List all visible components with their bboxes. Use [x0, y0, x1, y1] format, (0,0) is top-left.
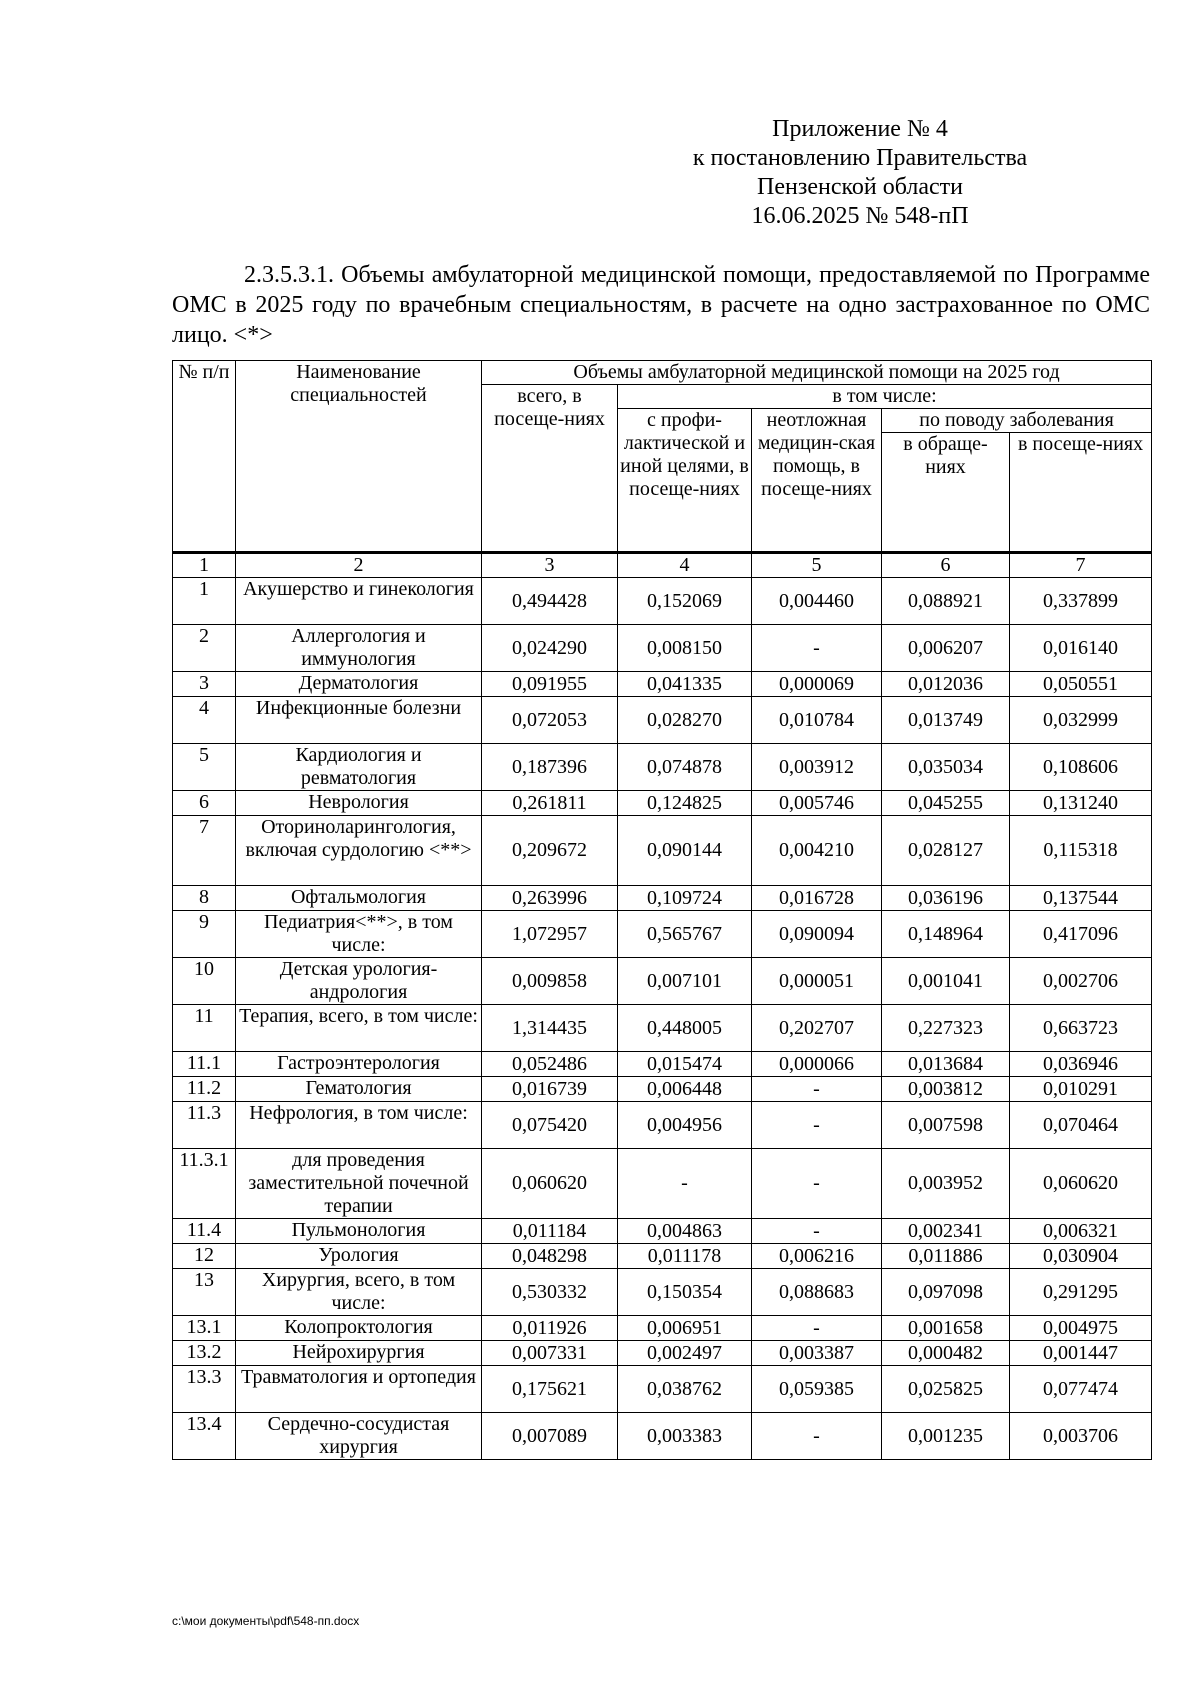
value-appeal: 0,011886 — [882, 1244, 1010, 1269]
row-number: 12 — [173, 1244, 236, 1269]
table-row — [173, 1149, 1152, 1219]
row-number: 11.2 — [173, 1077, 236, 1102]
column-numbers-row — [173, 553, 1152, 578]
table-row — [173, 1366, 1152, 1413]
value-visits: 0,663723 — [1010, 1005, 1152, 1052]
value-appeal: 0,003952 — [882, 1149, 1010, 1219]
specialty-name: Инфекционные болезни — [236, 697, 482, 744]
file-path-footer: c:\мои документы\pdf\548-пп.docx — [172, 1614, 360, 1628]
value-visits: 0,030904 — [1010, 1244, 1152, 1269]
value-urgent: - — [752, 1102, 882, 1149]
column-number: 7 — [1010, 553, 1152, 578]
value-visits: 0,060620 — [1010, 1149, 1152, 1219]
row-number: 11.4 — [173, 1219, 236, 1244]
table-row — [173, 625, 1152, 672]
value-prof: 0,003383 — [618, 1413, 752, 1460]
value-total: 1,314435 — [482, 1005, 618, 1052]
value-prof: 0,074878 — [618, 744, 752, 791]
value-total: 0,209672 — [482, 816, 618, 886]
value-urgent: 0,010784 — [752, 697, 882, 744]
value-prof: 0,041335 — [618, 672, 752, 697]
value-visits: 0,010291 — [1010, 1077, 1152, 1102]
specialty-name: Акушерство и гинекология — [236, 578, 482, 625]
table-row — [173, 578, 1152, 625]
specialty-name: Урология — [236, 1244, 482, 1269]
value-urgent: 0,016728 — [752, 886, 882, 911]
value-prof: 0,028270 — [618, 697, 752, 744]
header-incl: в том числе: — [618, 385, 1152, 409]
value-appeal: 0,035034 — [882, 744, 1010, 791]
column-number: 2 — [236, 553, 482, 578]
header-name: Наименование специальностей — [236, 361, 482, 553]
value-total: 0,016739 — [482, 1077, 618, 1102]
header-group-title: Объемы амбулаторной медицинской помощи на 2025 год — [482, 361, 1152, 385]
table-row — [173, 1005, 1152, 1052]
table-row — [173, 1413, 1152, 1460]
value-appeal: 0,012036 — [882, 672, 1010, 697]
value-total: 0,011184 — [482, 1219, 618, 1244]
specialty-name: Терапия, всего, в том числе: — [236, 1005, 482, 1052]
value-appeal: 0,227323 — [882, 1005, 1010, 1052]
value-total: 0,060620 — [482, 1149, 618, 1219]
table-row — [173, 816, 1152, 886]
value-total: 0,007089 — [482, 1413, 618, 1460]
value-visits: 0,337899 — [1010, 578, 1152, 625]
header-urgent: неотложная медицин-ская помощь, в посеще-ниях — [752, 409, 882, 553]
value-prof: 0,109724 — [618, 886, 752, 911]
value-total: 0,175621 — [482, 1366, 618, 1413]
value-prof: 0,008150 — [618, 625, 752, 672]
specialty-name: Нефрология, в том числе: — [236, 1102, 482, 1149]
specialty-name: Кардиология и ревматология — [236, 744, 482, 791]
table-row — [173, 791, 1152, 816]
specialty-name: Пульмонология — [236, 1219, 482, 1244]
specialty-name: Хирургия, всего, в том числе: — [236, 1269, 482, 1316]
value-urgent: 0,088683 — [752, 1269, 882, 1316]
column-number: 1 — [173, 553, 236, 578]
value-appeal: 0,006207 — [882, 625, 1010, 672]
value-visits: 0,115318 — [1010, 816, 1152, 886]
value-appeal: 0,001658 — [882, 1316, 1010, 1341]
value-total: 0,011926 — [482, 1316, 618, 1341]
specialty-name: Неврология — [236, 791, 482, 816]
table-row — [173, 911, 1152, 958]
value-prof: 0,007101 — [618, 958, 752, 1005]
value-urgent: - — [752, 1077, 882, 1102]
value-appeal: 0,001235 — [882, 1413, 1010, 1460]
column-number: 4 — [618, 553, 752, 578]
value-total: 0,261811 — [482, 791, 618, 816]
specialty-name: Нейрохирургия — [236, 1341, 482, 1366]
value-total: 0,072053 — [482, 697, 618, 744]
table-row — [173, 672, 1152, 697]
value-urgent: 0,090094 — [752, 911, 882, 958]
value-urgent: 0,003387 — [752, 1341, 882, 1366]
appendix-title: Приложение № 4 — [772, 116, 948, 142]
value-appeal: 0,148964 — [882, 911, 1010, 958]
row-number: 1 — [173, 578, 236, 625]
value-total: 0,530332 — [482, 1269, 618, 1316]
column-number: 3 — [482, 553, 618, 578]
value-prof: 0,006951 — [618, 1316, 752, 1341]
table-row — [173, 1341, 1152, 1366]
value-visits: 0,032999 — [1010, 697, 1152, 744]
value-prof: - — [618, 1149, 752, 1219]
value-visits: 0,002706 — [1010, 958, 1152, 1005]
value-prof: 0,004956 — [618, 1102, 752, 1149]
value-appeal: 0,097098 — [882, 1269, 1010, 1316]
table-row — [173, 1052, 1152, 1077]
value-visits: 0,004975 — [1010, 1316, 1152, 1341]
column-number: 6 — [882, 553, 1010, 578]
value-total: 0,007331 — [482, 1341, 618, 1366]
row-number: 11.3 — [173, 1102, 236, 1149]
value-prof: 0,002497 — [618, 1341, 752, 1366]
row-number: 10 — [173, 958, 236, 1005]
row-number: 11 — [173, 1005, 236, 1052]
row-number: 3 — [173, 672, 236, 697]
value-urgent: 0,000051 — [752, 958, 882, 1005]
value-prof: 0,011178 — [618, 1244, 752, 1269]
specialty-name: Офтальмология — [236, 886, 482, 911]
volumes-table — [172, 360, 1152, 1460]
value-urgent: 0,004460 — [752, 578, 882, 625]
value-total: 0,494428 — [482, 578, 618, 625]
column-number: 5 — [752, 553, 882, 578]
value-total: 1,072957 — [482, 911, 618, 958]
value-prof: 0,006448 — [618, 1077, 752, 1102]
table-row — [173, 1102, 1152, 1149]
value-total: 0,024290 — [482, 625, 618, 672]
row-number: 13.3 — [173, 1366, 236, 1413]
specialty-name: Гематология — [236, 1077, 482, 1102]
value-appeal: 0,001041 — [882, 958, 1010, 1005]
row-number: 13.4 — [173, 1413, 236, 1460]
value-prof: 0,004863 — [618, 1219, 752, 1244]
value-urgent: - — [752, 1219, 882, 1244]
value-appeal: 0,088921 — [882, 578, 1010, 625]
table-row — [173, 744, 1152, 791]
table-row — [173, 886, 1152, 911]
region-name: Пензенской области — [757, 174, 963, 200]
value-visits: 0,291295 — [1010, 1269, 1152, 1316]
specialty-name: для проведения заместительной почечной терапии — [236, 1149, 482, 1219]
specialty-name: Колопроктология — [236, 1316, 482, 1341]
value-visits: 0,131240 — [1010, 791, 1152, 816]
row-number: 9 — [173, 911, 236, 958]
specialty-name: Оториноларингология, включая сурдологию <**> — [236, 816, 482, 886]
value-urgent: 0,004210 — [752, 816, 882, 886]
value-appeal: 0,013684 — [882, 1052, 1010, 1077]
header-no: № п/п — [173, 361, 236, 553]
specialty-name: Педиатрия<**>, в том числе: — [236, 911, 482, 958]
value-visits: 0,070464 — [1010, 1102, 1152, 1149]
value-urgent: 0,006216 — [752, 1244, 882, 1269]
value-appeal: 0,025825 — [882, 1366, 1010, 1413]
value-visits: 0,001447 — [1010, 1341, 1152, 1366]
table-row — [173, 1316, 1152, 1341]
table-row — [173, 697, 1152, 744]
row-number: 11.1 — [173, 1052, 236, 1077]
value-prof: 0,124825 — [618, 791, 752, 816]
table-row — [173, 1244, 1152, 1269]
value-prof: 0,565767 — [618, 911, 752, 958]
value-total: 0,263996 — [482, 886, 618, 911]
value-urgent: - — [752, 1316, 882, 1341]
specialty-name: Травматология и ортопедия — [236, 1366, 482, 1413]
table-row — [173, 1219, 1152, 1244]
row-number: 13.1 — [173, 1316, 236, 1341]
value-urgent: 0,202707 — [752, 1005, 882, 1052]
header-visits: в посеще-ниях — [1010, 433, 1152, 553]
value-visits: 0,108606 — [1010, 744, 1152, 791]
row-number: 2 — [173, 625, 236, 672]
header-appeal: в обраще-ниях — [882, 433, 1010, 553]
value-appeal: 0,007598 — [882, 1102, 1010, 1149]
value-appeal: 0,013749 — [882, 697, 1010, 744]
value-visits: 0,077474 — [1010, 1366, 1152, 1413]
table-row — [173, 1269, 1152, 1316]
header-total: всего, в посеще-ниях — [482, 385, 618, 553]
value-visits: 0,137544 — [1010, 886, 1152, 911]
row-number: 13.2 — [173, 1341, 236, 1366]
value-urgent: - — [752, 1149, 882, 1219]
value-total: 0,048298 — [482, 1244, 618, 1269]
value-urgent: 0,003912 — [752, 744, 882, 791]
specialty-name: Детская урология-андрология — [236, 958, 482, 1005]
value-appeal: 0,003812 — [882, 1077, 1010, 1102]
row-number: 11.3.1 — [173, 1149, 236, 1219]
value-total: 0,075420 — [482, 1102, 618, 1149]
value-urgent: 0,000069 — [752, 672, 882, 697]
value-appeal: 0,028127 — [882, 816, 1010, 886]
table-row — [173, 958, 1152, 1005]
value-prof: 0,150354 — [618, 1269, 752, 1316]
row-number: 13 — [173, 1269, 236, 1316]
resolution-date-number: 16.06.2025 № 548-пП — [751, 203, 969, 229]
specialty-name: Сердечно-сосудистая хирургия — [236, 1413, 482, 1460]
specialty-name: Аллергология и иммунология — [236, 625, 482, 672]
document-header — [560, 115, 1160, 231]
value-visits: 0,036946 — [1010, 1052, 1152, 1077]
value-visits: 0,016140 — [1010, 625, 1152, 672]
value-visits: 0,050551 — [1010, 672, 1152, 697]
value-prof: 0,448005 — [618, 1005, 752, 1052]
value-prof: 0,152069 — [618, 578, 752, 625]
value-total: 0,091955 — [482, 672, 618, 697]
value-visits: 0,417096 — [1010, 911, 1152, 958]
value-urgent: 0,005746 — [752, 791, 882, 816]
header-disease: по поводу заболевания — [882, 409, 1152, 433]
value-appeal: 0,045255 — [882, 791, 1010, 816]
row-number: 6 — [173, 791, 236, 816]
specialty-name: Дерматология — [236, 672, 482, 697]
value-visits: 0,006321 — [1010, 1219, 1152, 1244]
value-total: 0,052486 — [482, 1052, 618, 1077]
table-row — [173, 1077, 1152, 1102]
header-prof: с профи-лактической и иной целями, в посеще-ниях — [618, 409, 752, 553]
value-prof: 0,015474 — [618, 1052, 752, 1077]
value-urgent: - — [752, 625, 882, 672]
row-number: 5 — [173, 744, 236, 791]
specialty-name: Гастроэнтерология — [236, 1052, 482, 1077]
value-total: 0,187396 — [482, 744, 618, 791]
value-visits: 0,003706 — [1010, 1413, 1152, 1460]
value-prof: 0,038762 — [618, 1366, 752, 1413]
value-appeal: 0,000482 — [882, 1341, 1010, 1366]
value-urgent: 0,000066 — [752, 1052, 882, 1077]
resolution-ref: к постановлению Правительства — [692, 145, 1028, 171]
row-number: 7 — [173, 816, 236, 886]
value-urgent: 0,059385 — [752, 1366, 882, 1413]
value-urgent: - — [752, 1413, 882, 1460]
row-number: 4 — [173, 697, 236, 744]
value-appeal: 0,002341 — [882, 1219, 1010, 1244]
value-appeal: 0,036196 — [882, 886, 1010, 911]
section-intro: 2.3.5.3.1. Объемы амбулаторной медицинской помощи, предоставляемой по Программе ОМС в 2025 году по врачебным специальностям, в расчете на одно застрахованное по ОМС лицо. <*> — [172, 262, 1150, 348]
row-number: 8 — [173, 886, 236, 911]
value-prof: 0,090144 — [618, 816, 752, 886]
value-total: 0,009858 — [482, 958, 618, 1005]
